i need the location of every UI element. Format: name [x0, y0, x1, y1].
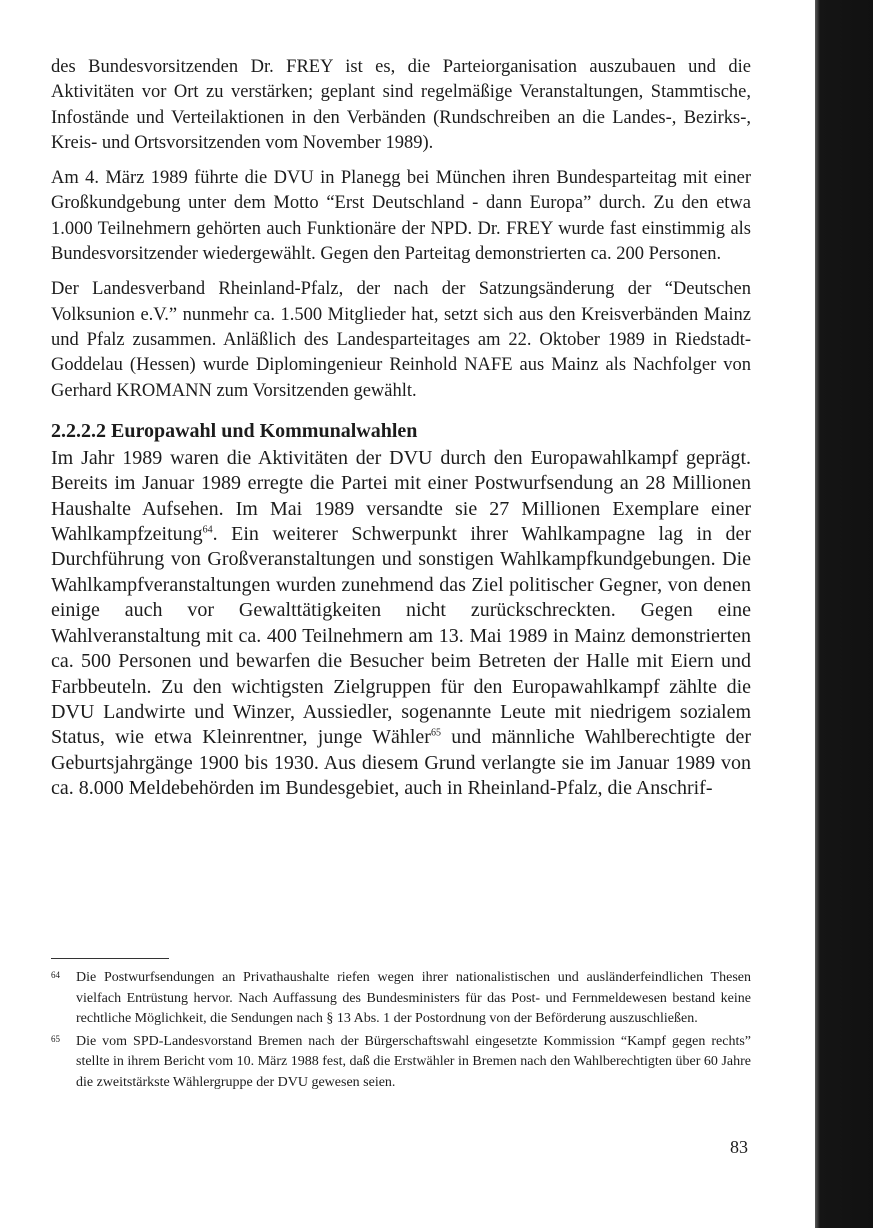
paragraph-text-part: . Ein weiterer Schwerpunkt ihrer Wahlkampagne lag in der Durchführung von Großveranstaltungen und sonstigen Wahlkampfkundgebungen. Die Wahlkampfveranstaltungen wurden zunehmend das Ziel politischer Gegner, von denen einige auch vor Gewalttätigkeiten nicht zurückschreckten. Gegen eine Wahlveranstaltung mit ca. 400 Teilnehmern am 13. Mai 1989 in Mainz demonstrierten ca. 500 Personen und bewarfen die Besucher beim Betreten der Halle mit Eiern und Farbbeuteln. Zu den wichtigsten Zielgruppen für den Europawahlkampf zählte die DVU Landwirte und Winzer, Aussiedler, sogenannte Leute mit niedrigem sozialem Status, wie etwa Kleinrentner, junge Wähler	[51, 523, 751, 749]
page-number: 83	[730, 1137, 748, 1157]
footnote	[51, 968, 751, 1030]
footnote-reference: 64	[202, 524, 213, 536]
paragraph-federal-party-conference: Am 4. März 1989 führte die DVU in Planegg bei München ihren Bundesparteitag mit einer Großkundgebung unter dem Motto “Erst Deutschland - dann Europa” durch. Zu den etwa 1.000 Teilnehmern gehörten auch Funktionäre der NPD. Dr. FREY wurde fast einstimmig als Bundesvorsitzender wiedergewählt. Gegen den Parteitag demonstrierten ca. 200 Personen.	[51, 168, 751, 265]
footnote-number: 64	[51, 970, 60, 980]
scan-edge-shadow	[815, 0, 873, 1228]
footnote-separator	[51, 958, 169, 959]
footnote-text: Die vom SPD-Landesvorstand Bremen nach der Bürgerschaftswahl eingesetzte Kommission “Kampf gegen rechts” stellte in ihrem Bericht vom 10. März 1988 fest, daß die Erstwähler in Bremen nach den Wahlberechtigten über 60 Jahre die zweitstärkste Wählergruppe der DVU gewesen seien.	[76, 1033, 751, 1090]
footnote-reference: 65	[430, 727, 441, 739]
paragraph-text-part: und männliche Wahlberechtigte der Geburtsjahrgänge 1900 bis 1930. Aus diesem Grund verlangte sie im Januar 1989 von ca. 8.000 Meldebehörden im Bundesgebiet, auch in Rheinland-Pfalz, die Anschrif-	[51, 726, 751, 800]
paragraph-state-association: Der Landesverband Rheinland-Pfalz, der nach der Satzungsänderung der “Deutschen Volksunion e.V.” nunmehr ca. 1.500 Mitglieder hat, setzt sich aus den Kreisverbänden Mainz und Pfalz zusammen. Anläßlich des Landesparteitages am 22. Oktober 1989 in Riedstadt-Goddelau (Hessen) wurde Diplomingenieur Reinhold NAFE aus Mainz als Nachfolger von Gerhard KROMANN zum Vorsitzenden gewählt.	[51, 279, 751, 401]
footnotes	[51, 968, 751, 1096]
main-text	[51, 55, 751, 802]
section-heading: 2.2.2.2 Europawahl und Kommunalwahlen	[51, 419, 418, 442]
paragraph-text-part: Im Jahr 1989 waren die Aktivitäten der DVU durch den Europawahlkampf geprägt. Bereits im Januar 1989 erregte die Partei mit einer Postwurfsendung an 28 Millionen Haushalte Aufsehen. Im Mai 1989 versandte sie 27 Millionen Exemplare einer Wahlkampfzeitung	[51, 446, 751, 546]
footnote	[51, 1032, 751, 1094]
paragraph-party-organisation: des Bundesvorsitzenden Dr. FREY ist es, die Parteiorganisation auszubauen und die Aktivitäten vor Ort zu verstärken; geplant sind regelmäßige Veranstaltungen, Stammtische, Infostände und Verteilaktionen in den Verbänden (Rundschreiben an die Landes-, Bezirks-, Kreis- und Ortsvorsitzenden vom November 1989).	[51, 57, 751, 153]
footnote-text: Die Postwurfsendungen an Privathaushalte riefen wegen ihrer nationalistischen und ausländerfeindlichen Thesen vielfach Entrüstung hervor. Nach Auffassung des Bundesministers für das Post- und Fernmeldewesen bestand keine rechtliche Möglichkeit, die Sendungen nach § 13 Abs. 1 der Postordnung von der Beförderung auszuschließen.	[76, 970, 751, 1027]
paragraph-european-election	[51, 446, 751, 802]
footnote-number: 65	[51, 1033, 60, 1044]
